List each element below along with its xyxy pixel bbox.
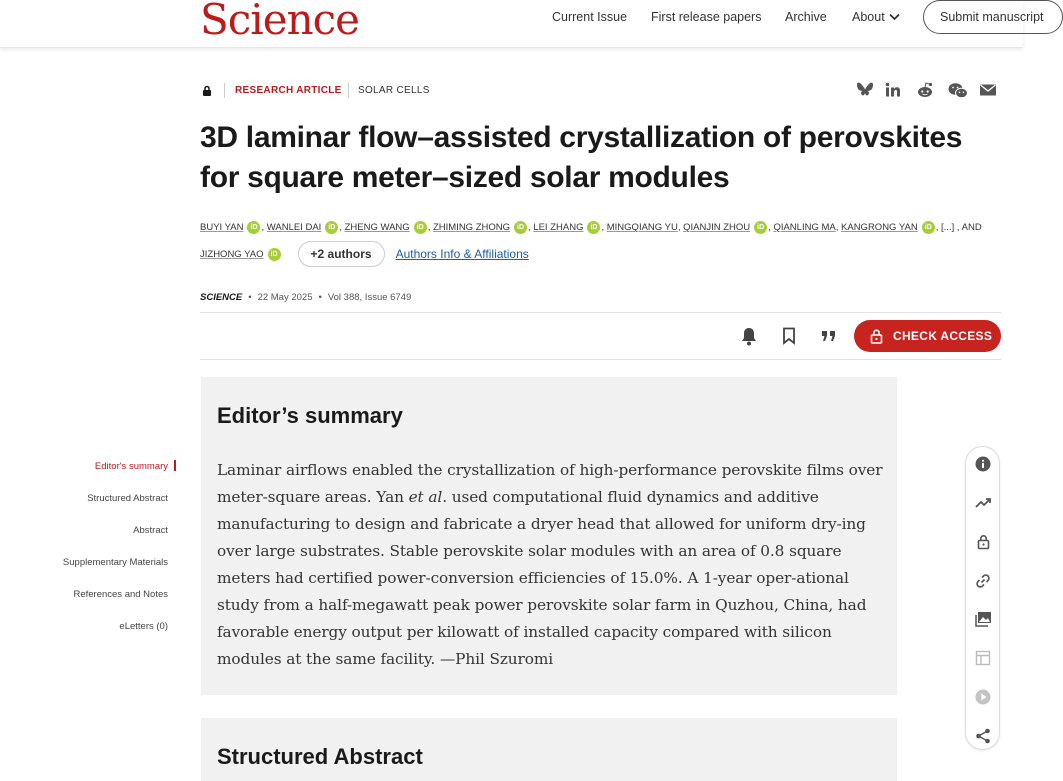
author-link[interactable]: KANGRONG YAN [841, 222, 918, 234]
nav-archive[interactable]: Archive [785, 10, 827, 24]
orcid-icon[interactable]: iD [754, 221, 767, 234]
section-heading: Structured Abstract [217, 744, 423, 769]
author-link[interactable]: JIZHONG YAO [200, 248, 264, 260]
journal-name[interactable]: SCIENCE [200, 292, 243, 303]
chevron-down-icon [889, 13, 900, 21]
summary-text-part: . used computational fluid dynamics and additive manufacturing to design and fabricate a dryer head that allowed for uniform dry-ing over large substrates. Stable perovskite solar modules with an area of 0.8 square meters had certified power-conversion efficiencies of 15.0%. A 1-year oper-ational study from a half-megawatt peak power perovskite solar farm in Quzhou, China, had favorable energy output per kilowatt of installed capacity compared with silicon modules at the same facility. —Phil Szuromi [217, 488, 867, 668]
bookmark-icon[interactable] [778, 325, 800, 347]
article-subject[interactable]: SOLAR CELLS [358, 85, 430, 96]
trending-icon[interactable] [973, 493, 993, 513]
author-link[interactable]: ZHENG WANG [344, 222, 410, 234]
and-label: AND [961, 222, 982, 234]
authors-ellipsis[interactable]: [...] [941, 222, 955, 234]
publication-date: 22 May 2025 [257, 292, 313, 303]
orcid-icon[interactable]: iD [325, 221, 338, 234]
bell-icon[interactable] [738, 325, 760, 347]
separator-dot: • [318, 292, 322, 303]
link-icon[interactable] [973, 571, 993, 591]
info-icon[interactable] [973, 454, 993, 474]
nav-first-release-papers[interactable]: First release papers [651, 10, 762, 24]
author-link[interactable]: MINGQIANG YU [606, 222, 678, 234]
lock-icon [202, 85, 212, 97]
email-icon[interactable] [978, 80, 998, 100]
orcid-icon[interactable]: iD [268, 248, 281, 261]
divider [224, 83, 225, 98]
active-indicator [174, 460, 176, 471]
image-icon[interactable] [973, 609, 993, 629]
orcid-icon[interactable]: iD [514, 221, 527, 234]
author-link[interactable]: QIANJIN ZHOU [683, 222, 751, 234]
author-link[interactable]: BUYI YAN [200, 222, 244, 234]
author-list-continued [200, 241, 529, 267]
quote-icon[interactable] [818, 325, 840, 347]
play-icon[interactable] [973, 687, 993, 707]
author-link[interactable]: LEI ZHANG [533, 222, 584, 234]
article-category[interactable]: RESEARCH ARTICLE [235, 85, 342, 96]
nav-abstract[interactable]: Abstract [133, 525, 168, 536]
more-authors-button[interactable]: +2 authors [298, 241, 385, 267]
orcid-icon[interactable]: iD [247, 221, 260, 234]
nav-editors-summary[interactable]: Editor's summary [94, 461, 168, 472]
linkedin-icon[interactable] [883, 80, 903, 100]
reddit-icon[interactable] [915, 80, 935, 100]
check-access-button[interactable] [854, 320, 1001, 352]
summary-text-italic: et al [408, 488, 443, 506]
structured-abstract-section [201, 718, 897, 781]
author-link[interactable]: ZHIMING ZHONG [432, 222, 511, 234]
bluesky-icon[interactable] [855, 80, 875, 100]
check-access-label: CHECK ACCESS [893, 329, 993, 343]
author-link[interactable]: WANLEI DAI [266, 222, 322, 234]
orcid-icon[interactable]: iD [922, 221, 935, 234]
nav-about-label: About [852, 10, 885, 24]
publication-info [200, 292, 411, 303]
share-icon[interactable] [973, 726, 993, 746]
lock-icon [870, 329, 883, 344]
submit-manuscript-button[interactable]: Submit manuscript [923, 0, 1063, 34]
author-list: BUYI YAN iD , WANLEI DAI iD , ZHENG WANG iD , ZHIMING ZHONG iD , LEI ZHANG iD , MINGQIANG YU, QIANJIN ZHOU iD , QIANLING MA, KANGRONG YAN iD , [...] , AND [200, 222, 982, 234]
editors-summary-section [201, 377, 897, 695]
orcid-icon[interactable]: iD [587, 221, 600, 234]
nav-about[interactable] [852, 10, 900, 24]
nav-current-issue[interactable]: Current Issue [552, 10, 628, 24]
orcid-icon[interactable]: iD [414, 221, 427, 234]
divider [348, 83, 349, 98]
article-title: 3D laminar flow–assisted crystallization of perovskites for square meter–sized solar modules [200, 121, 963, 194]
lock-icon[interactable] [973, 532, 993, 552]
divider [200, 312, 1001, 313]
nav-references-and-notes[interactable]: References and Notes [73, 589, 168, 600]
nav-structured-abstract[interactable]: Structured Abstract [87, 493, 168, 504]
authors-info-link[interactable]: Authors Info & Affiliations [395, 247, 529, 261]
nav-supplementary-materials[interactable]: Supplementary Materials [62, 557, 168, 568]
separator-dot: • [248, 292, 252, 303]
table-icon[interactable] [973, 648, 993, 668]
site-header [0, 0, 1044, 48]
section-heading: Editor’s summary [217, 403, 403, 428]
science-logo[interactable]: Science [200, 0, 360, 44]
article-toolbar [965, 446, 1000, 750]
divider [200, 359, 1001, 360]
wechat-icon[interactable] [948, 80, 968, 100]
author-link[interactable]: QIANLING MA [773, 222, 836, 234]
summary-text-part: Laminar airflows enabled the crystallization of high-performance perovskite films over meter-square areas. Yan [217, 461, 883, 506]
nav-eletters[interactable]: eLetters (0) [119, 621, 168, 632]
summary-text [217, 457, 887, 673]
volume-issue[interactable]: Vol 388, Issue 6749 [327, 292, 412, 303]
